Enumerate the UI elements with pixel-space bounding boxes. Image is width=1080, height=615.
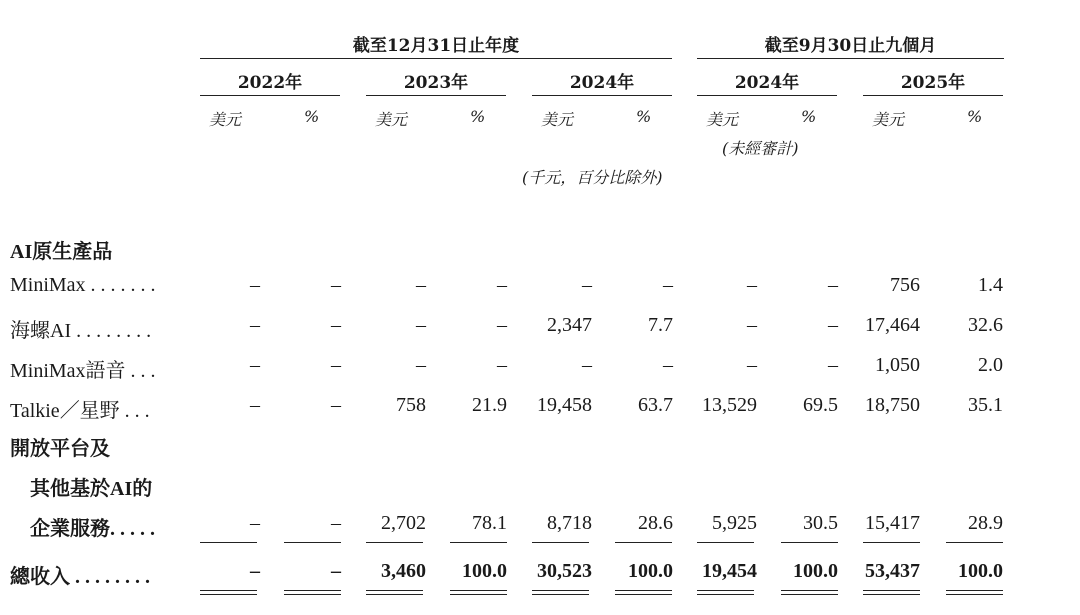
total-cell: 19,454 [702, 560, 757, 582]
subheader-pct: % [801, 107, 817, 126]
row-label: Talkie／星野 . . . [10, 400, 150, 422]
subtotal-rule [284, 542, 341, 543]
total-double-rule [200, 590, 257, 595]
total-cell: – [331, 560, 341, 582]
cell: – [416, 354, 426, 376]
cell: 18,750 [865, 394, 920, 416]
cell: – [497, 314, 507, 336]
cell: 69.5 [803, 394, 838, 416]
cell: – [331, 512, 341, 534]
cell: – [416, 274, 426, 296]
year-rule-2024 [532, 95, 672, 96]
units-note: (千元，百分比除外) [522, 168, 663, 187]
cell: 1,050 [875, 354, 920, 376]
cell: – [497, 354, 507, 376]
cell: – [663, 354, 673, 376]
year-rule-2025-9m [863, 95, 1003, 96]
cell: 32.6 [968, 314, 1003, 336]
cell: – [331, 354, 341, 376]
cell: – [582, 274, 592, 296]
cell: 30.5 [803, 512, 838, 534]
subheader-pct: % [967, 107, 983, 126]
unaudited-note: (未經審計) [722, 139, 799, 158]
row-label: MiniMax . . . . . . . [10, 274, 156, 296]
cell: 13,529 [702, 394, 757, 416]
year-rule-2023 [366, 95, 506, 96]
cell: – [582, 354, 592, 376]
subtotal-rule [697, 542, 754, 543]
year-header-2023: 2023年 [403, 73, 469, 93]
cell: – [250, 394, 260, 416]
year-header-2024: 2024年 [569, 73, 635, 93]
open-platform-label-line1: 開放平台及 [10, 438, 110, 460]
subheader-pct: % [636, 107, 652, 126]
cell: 19,458 [537, 394, 592, 416]
subtotal-rule [863, 542, 920, 543]
cell: 758 [396, 394, 426, 416]
cell: 2,702 [381, 512, 426, 534]
group-header-nine-months: 截至9月30日止九個月 [764, 36, 937, 56]
cell: 28.6 [638, 512, 673, 534]
subheader-usd: 美元 [541, 110, 574, 129]
total-double-rule [863, 590, 920, 595]
total-cell: 100.0 [462, 560, 507, 582]
total-double-rule [532, 590, 589, 595]
cell: 21.9 [472, 394, 507, 416]
cell: 5,925 [712, 512, 757, 534]
cell: – [828, 314, 838, 336]
cell: – [828, 354, 838, 376]
cell: – [747, 274, 757, 296]
cell: 7.7 [648, 314, 673, 336]
group-rule-nine-months [697, 58, 1004, 59]
cell: 15,417 [865, 512, 920, 534]
total-cell: 100.0 [958, 560, 1003, 582]
total-cell: 30,523 [537, 560, 592, 582]
total-cell: 3,460 [381, 560, 426, 582]
cell: 2,347 [547, 314, 592, 336]
subtotal-rule [532, 542, 589, 543]
cell: 17,464 [865, 314, 920, 336]
cell: – [331, 394, 341, 416]
subheader-usd: 美元 [872, 110, 905, 129]
cell: 35.1 [968, 394, 1003, 416]
group-header-annual: 截至12月31日止年度 [352, 36, 520, 56]
cell: 28.9 [968, 512, 1003, 534]
cell: – [747, 354, 757, 376]
cell: – [416, 314, 426, 336]
section-title: AI原生產品 [10, 241, 113, 263]
subtotal-rule [366, 542, 423, 543]
year-rule-2022 [200, 95, 340, 96]
subtotal-rule [781, 542, 838, 543]
cell: 78.1 [472, 512, 507, 534]
cell: 756 [890, 274, 920, 296]
total-cell: 100.0 [793, 560, 838, 582]
subheader-usd: 美元 [375, 110, 408, 129]
subheader-usd: 美元 [209, 110, 242, 129]
subtotal-rule [200, 542, 257, 543]
row-label: MiniMax語音 . . . [10, 360, 156, 382]
total-double-rule [697, 590, 754, 595]
cell: – [250, 512, 260, 534]
cell: – [747, 314, 757, 336]
total-double-rule [946, 590, 1003, 595]
cell: 63.7 [638, 394, 673, 416]
cell: 2.0 [978, 354, 1003, 376]
row-label: 海螺AI . . . . . . . . [10, 320, 152, 342]
total-cell: 53,437 [865, 560, 920, 582]
open-platform-label-line3: 企業服務. . . . . [30, 518, 155, 540]
subheader-pct: % [304, 107, 320, 126]
year-rule-2024-9m [697, 95, 837, 96]
cell: – [663, 274, 673, 296]
cell: – [250, 274, 260, 296]
cell: – [250, 354, 260, 376]
cell: – [331, 274, 341, 296]
subtotal-rule [946, 542, 1003, 543]
cell: 8,718 [547, 512, 592, 534]
total-double-rule [284, 590, 341, 595]
subtotal-rule [450, 542, 507, 543]
total-double-rule [781, 590, 838, 595]
subheader-pct: % [470, 107, 486, 126]
cell: 1.4 [978, 274, 1003, 296]
year-header-2022: 2022年 [237, 73, 303, 93]
cell: – [828, 274, 838, 296]
total-label: 總收入 . . . . . . . . [10, 566, 150, 588]
year-header-2025-9m: 2025年 [900, 73, 966, 93]
cell: – [331, 314, 341, 336]
total-double-rule [450, 590, 507, 595]
cell: – [497, 274, 507, 296]
year-header-2024-9m: 2024年 [734, 73, 800, 93]
subheader-usd: 美元 [706, 110, 739, 129]
total-cell: 100.0 [628, 560, 673, 582]
total-cell: – [250, 560, 260, 582]
total-double-rule [615, 590, 672, 595]
group-rule-annual [200, 58, 672, 59]
subtotal-rule [615, 542, 672, 543]
total-double-rule [366, 590, 423, 595]
open-platform-label-line2: 其他基於AI的 [30, 478, 153, 500]
cell: – [250, 314, 260, 336]
